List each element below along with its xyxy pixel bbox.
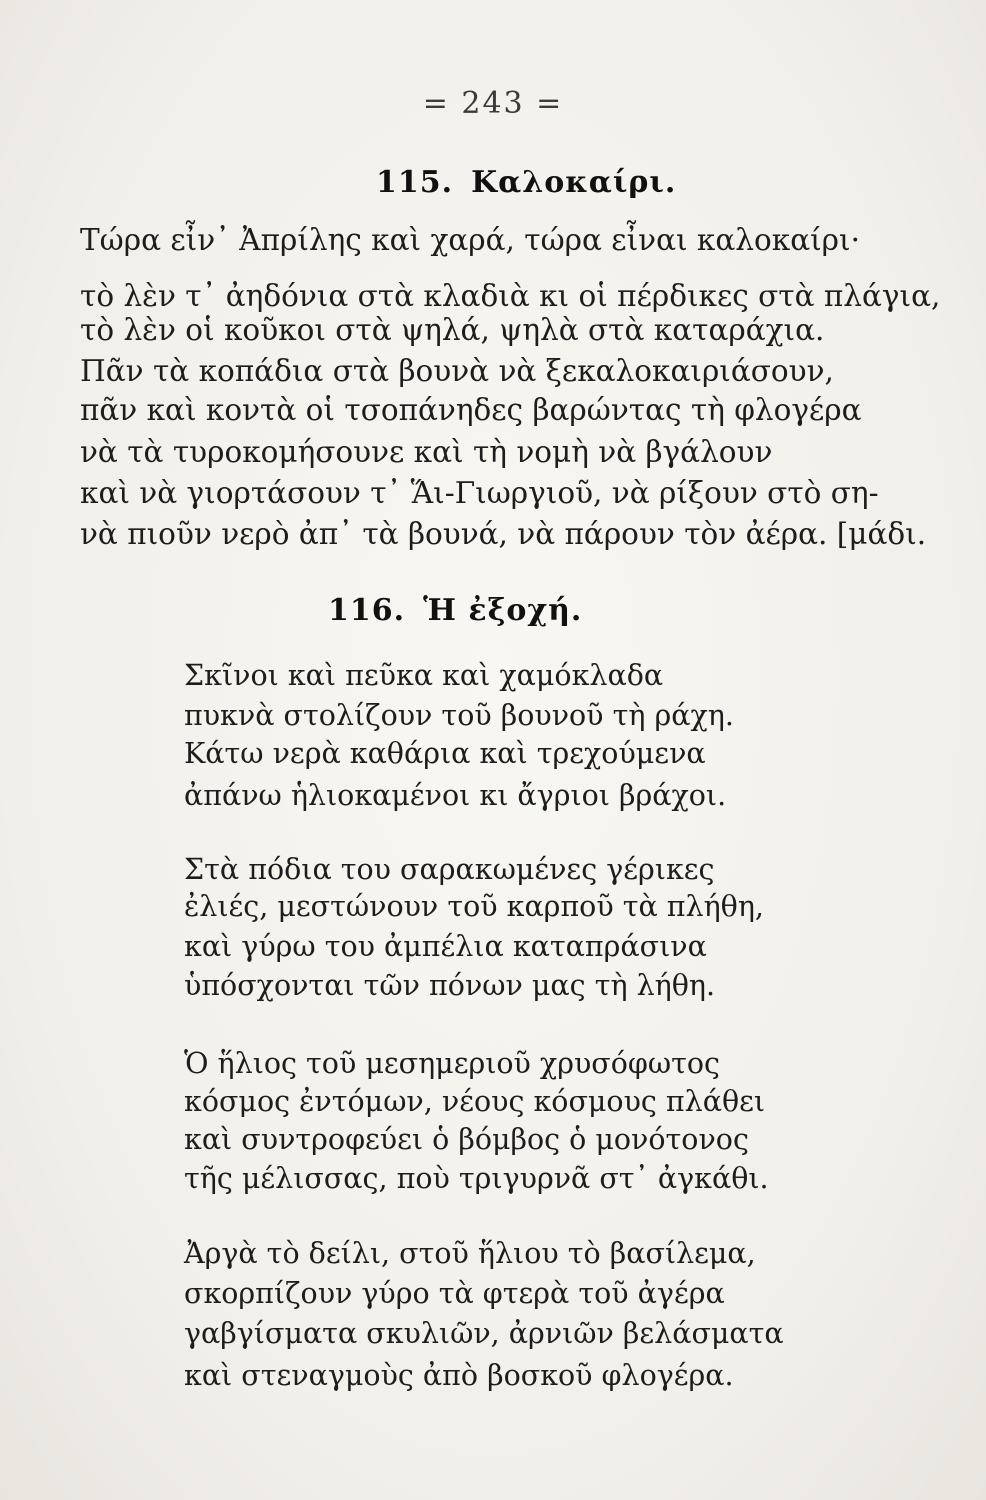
poem-115-line: τὸ λὲν τ᾿ ἀηδόνια στὰ κλαδιὰ κι οἱ πέρδικες στὰ πλάγια, bbox=[80, 279, 941, 313]
poem-116-line: ἐλιές, μεστώνουν τοῦ καρποῦ τὰ πλήθη, bbox=[184, 890, 764, 923]
poem-116-line: καὶ συντροφεύει ὁ βόμβος ὁ μονότονος bbox=[184, 1123, 749, 1156]
poem-115-line: καὶ νὰ γιορτάσουν τ᾿ Ἅι-Γιωργιοῦ, νὰ ρίξουν στὸ ση- bbox=[80, 476, 879, 510]
poem-115-number: 115. bbox=[376, 165, 454, 200]
poem-116-line: τῆς μέλισσας, ποὺ τριγυρνᾶ στ᾿ ἀγκάθι. bbox=[184, 1162, 769, 1195]
poem-116-line: ἀπάνω ἡλιοκαμένοι κι ἄγριοι βράχοι. bbox=[184, 779, 727, 812]
poem-116-line: ὑπόσχονται τῶν πόνων μας τὴ λήθη. bbox=[184, 969, 716, 1002]
page-number: = 243 = bbox=[422, 86, 564, 121]
poem-116-line: πυκνὰ στολίζουν τοῦ βουνοῦ τὴ ράχη. bbox=[184, 699, 734, 732]
poem-115-line: πᾶν καὶ κοντὰ οἱ τσοπάνηδες βαρώντας τὴ φλογέρα bbox=[80, 393, 862, 427]
poem-116-line: καὶ στεναγμοὺς ἀπὸ βοσκοῦ φλογέρα. bbox=[184, 1359, 734, 1392]
poem-115-heading bbox=[376, 165, 676, 200]
poem-116-number: 116. bbox=[328, 593, 406, 628]
poem-116-line: κόσμος ἐντόμων, νέους κόσμους πλάθει bbox=[184, 1085, 766, 1118]
poem-116-line: καὶ γύρω του ἀμπέλια καταπράσινα bbox=[184, 930, 707, 963]
poem-116-line: σκορπίζουν γύρο τὰ φτερὰ τοῦ ἀγέρα bbox=[184, 1277, 725, 1310]
poem-115-line: Πᾶν τὰ κοπάδια στὰ βουνὰ νὰ ξεκαλοκαιριάσουν, bbox=[80, 354, 834, 388]
poem-115-line: τὸ λὲν οἱ κοῦκοι στὰ ψηλά, ψηλὰ στὰ καταράχια. bbox=[80, 313, 825, 347]
poem-115-title: Καλοκαίρι. bbox=[471, 165, 677, 200]
poem-115-line: Τώρα εἶν᾿ Ἀπρίλης καὶ χαρά, τώρα εἶναι καλοκαίρι· bbox=[80, 223, 860, 257]
poem-115-line: νὰ πιοῦν νερὸ ἀπ᾿ τὰ βουνά, νὰ πάρουν τὸν ἀέρα. [μάδι. bbox=[80, 517, 927, 551]
poem-116-line: Στὰ πόδια του σαρακωμένες γέρικες bbox=[184, 853, 715, 886]
poem-116-line: Ἀργὰ τὸ δείλι, στοῦ ἥλιου τὸ βασίλεμα, bbox=[184, 1237, 756, 1270]
poem-116-line: Σκῖνοι καὶ πεῦκα καὶ χαμόκλαδα bbox=[184, 659, 664, 692]
poem-116-line: Κάτω νερὰ καθάρια καὶ τρεχούμενα bbox=[184, 737, 706, 770]
poem-116-title: Ἡ ἐξοχή. bbox=[423, 593, 583, 628]
poem-115-line: νὰ τὰ τυροκομήσουνε καὶ τὴ νομὴ νὰ βγάλουν bbox=[80, 435, 773, 469]
poem-116-line: γαβγίσματα σκυλιῶν, ἀρνιῶν βελάσματα bbox=[184, 1317, 784, 1350]
poem-116-line: Ὁ ἥλιος τοῦ μεσημεριοῦ χρυσόφωτος bbox=[184, 1047, 720, 1080]
poem-116-heading bbox=[328, 593, 582, 628]
